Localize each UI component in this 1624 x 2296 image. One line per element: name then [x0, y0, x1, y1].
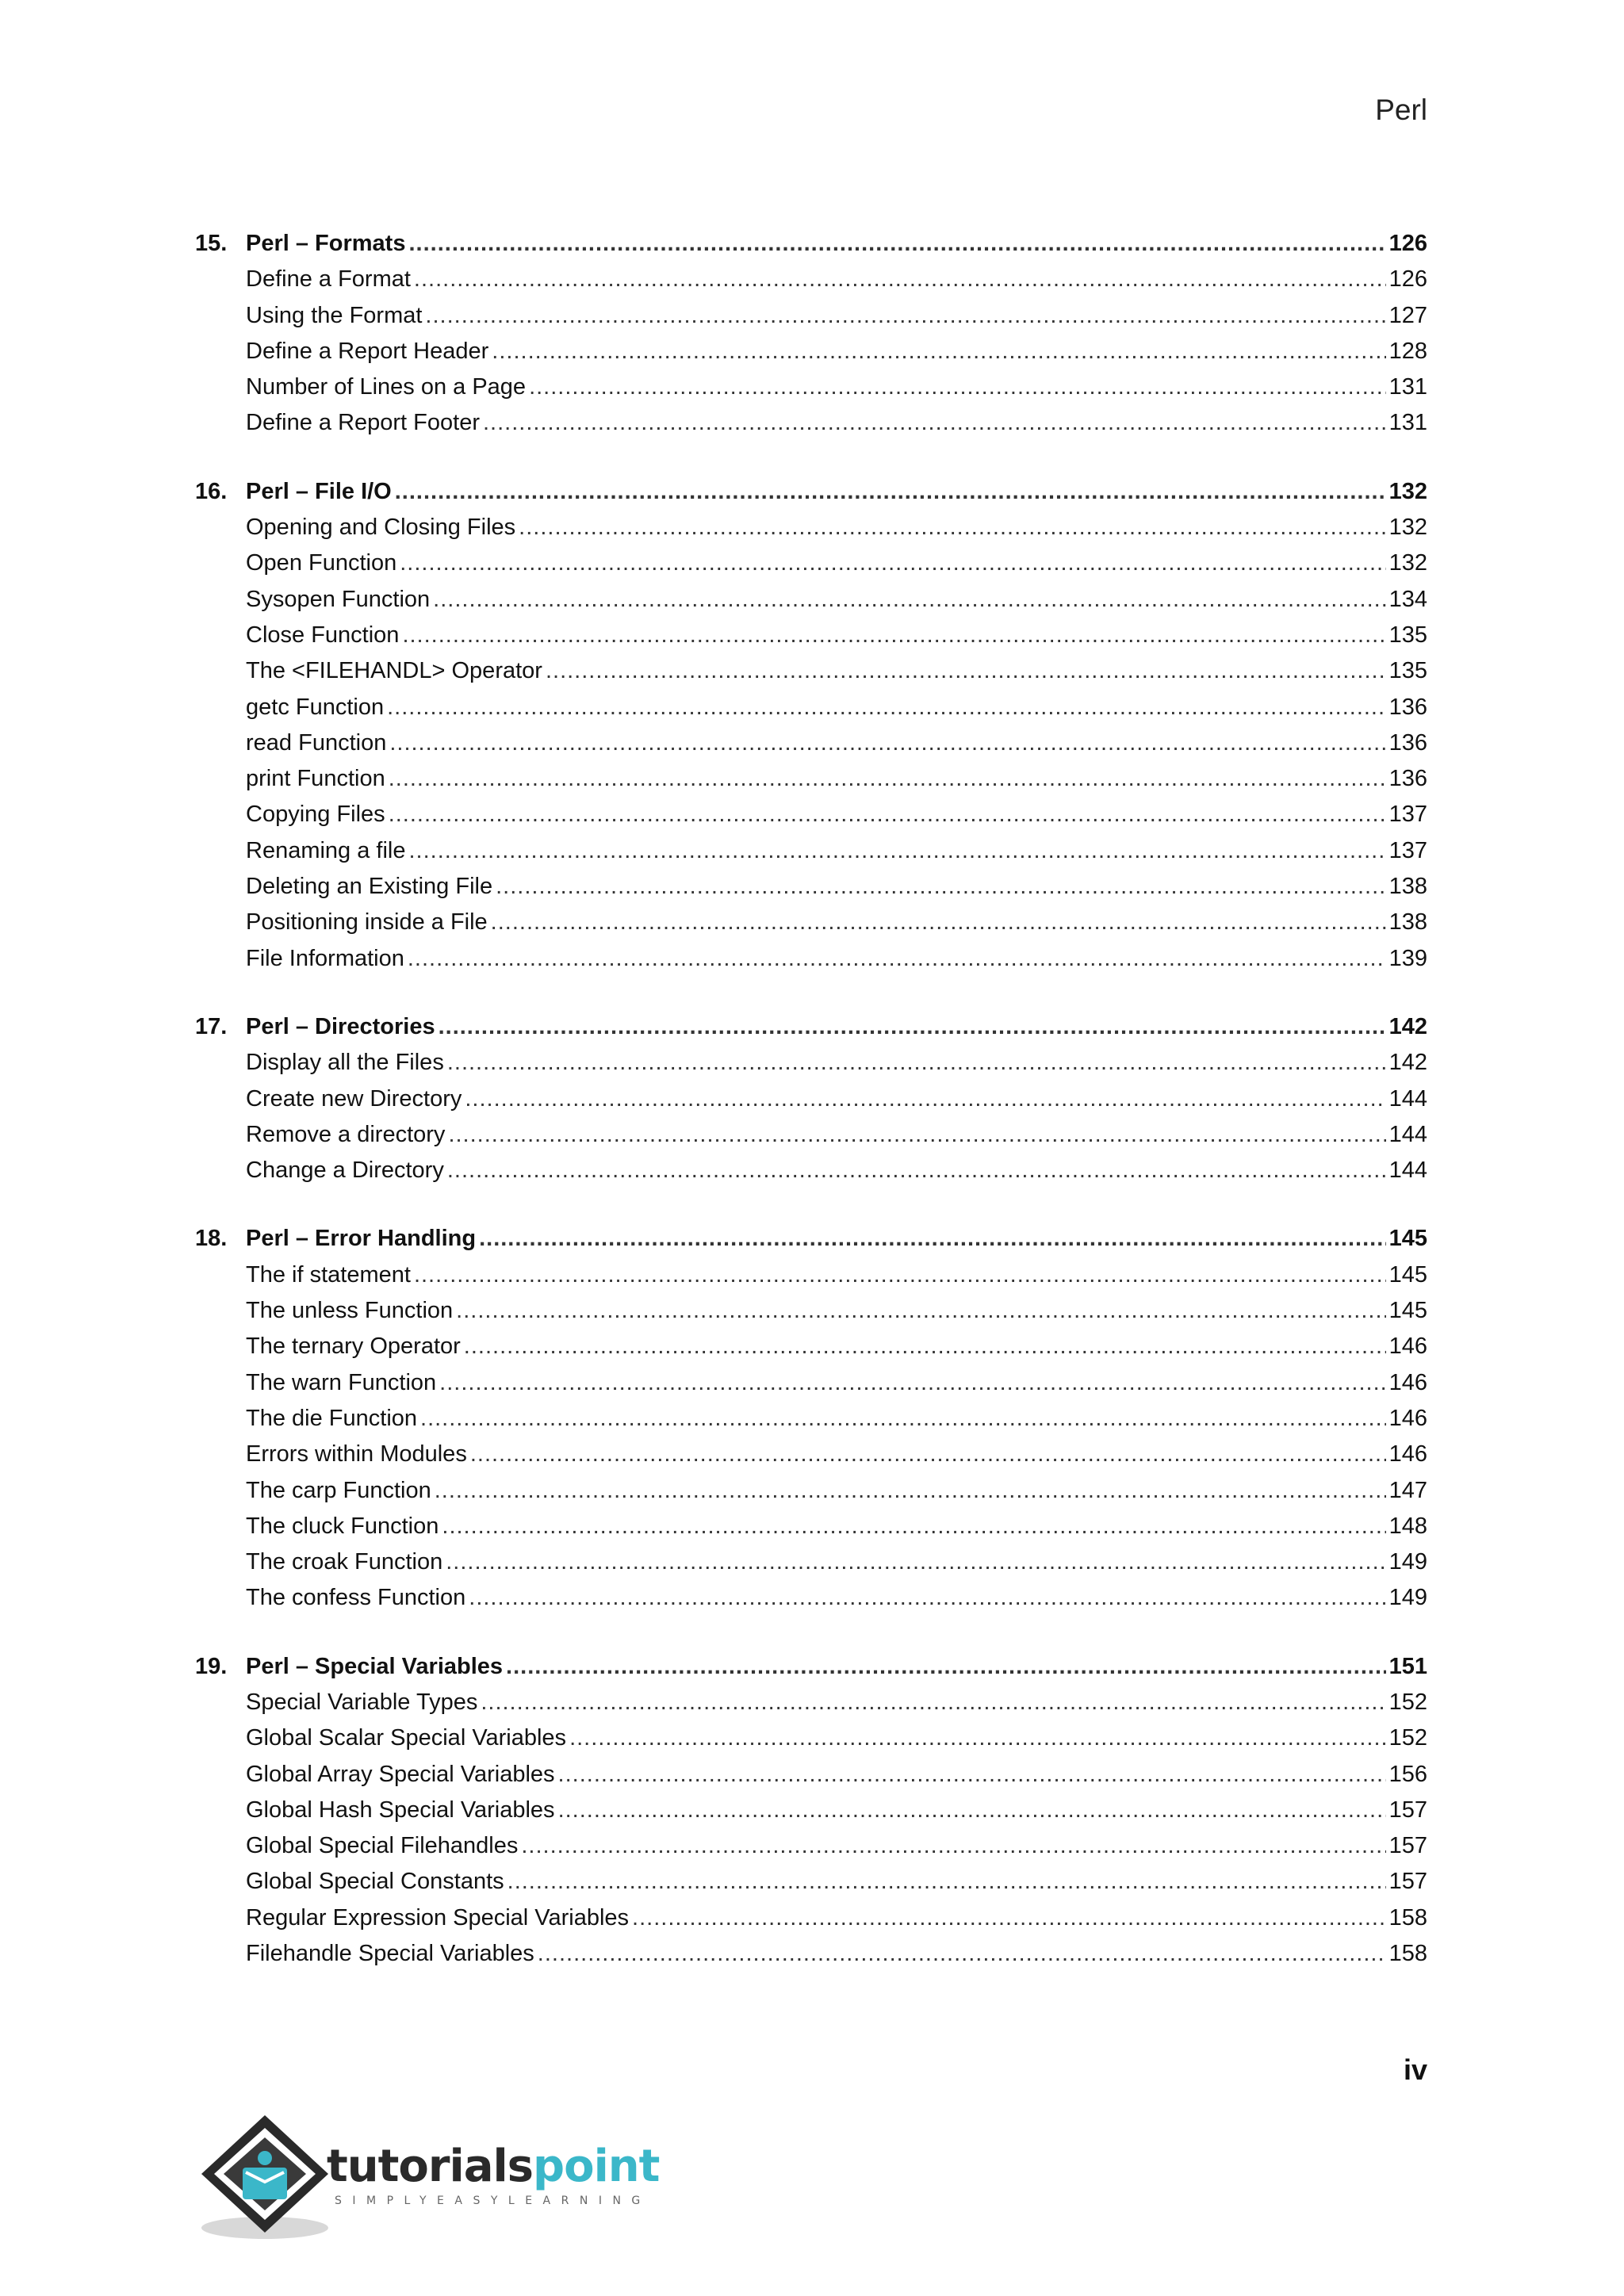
toc-entry-title: Renaming a file — [246, 837, 406, 863]
toc-entry-title: Sysopen Function — [246, 586, 431, 612]
toc-entry[interactable] — [195, 1086, 1427, 1122]
toc-entry-title: Copying Files — [246, 802, 385, 828]
toc-entry[interactable] — [195, 1262, 1427, 1298]
toc-section — [195, 1226, 1427, 1621]
toc-entry-title: Opening and Closing Files — [246, 515, 516, 541]
toc-entry[interactable] — [195, 550, 1427, 586]
toc-chapter-page: 151 — [1388, 1653, 1427, 1679]
toc-entry-page: 147 — [1388, 1477, 1427, 1503]
toc-entry-page: 131 — [1388, 410, 1427, 436]
toc-entry-title: Create new Directory — [246, 1085, 462, 1112]
toc-chapter-title: Perl – Error Handling — [246, 1226, 477, 1252]
toc-dot-leader — [414, 1262, 1386, 1288]
toc-section — [195, 1014, 1427, 1193]
toc-dot-leader — [464, 1334, 1386, 1360]
toc-dot-leader — [395, 479, 1386, 505]
toc-entry-title: The <FILEHANDL> Operator — [246, 658, 542, 684]
toc-entry-title: The unless Function — [246, 1298, 454, 1324]
toc-chapter-page: 145 — [1388, 1226, 1427, 1252]
toc-entry-title: read Function — [246, 729, 387, 756]
toc-entry-page: 138 — [1388, 874, 1427, 900]
toc-entry[interactable] — [195, 730, 1427, 766]
toc-entry-page: 148 — [1388, 1513, 1427, 1539]
toc-entry-title: Global Scalar Special Variables — [246, 1725, 567, 1751]
toc-chapter-number: 18. — [195, 1226, 228, 1252]
toc-dot-leader — [389, 766, 1386, 792]
toc-entry[interactable] — [195, 766, 1427, 802]
toc-dot-leader — [508, 1869, 1386, 1895]
toc-entry[interactable] — [195, 1334, 1427, 1369]
toc-section — [195, 479, 1427, 982]
toc-entry-page: 145 — [1388, 1261, 1427, 1288]
toc-entry[interactable] — [195, 1441, 1427, 1477]
toc-dot-leader — [469, 1585, 1385, 1611]
toc-entry[interactable] — [195, 1941, 1427, 1976]
toc-dot-leader — [456, 1298, 1385, 1324]
toc-entry[interactable] — [195, 1158, 1427, 1193]
toc-dot-leader — [538, 1941, 1386, 1967]
toc-entry-page: 137 — [1388, 837, 1427, 863]
toc-entry[interactable] — [195, 410, 1427, 446]
toc-entry[interactable] — [195, 909, 1427, 945]
toc-entry-page: 142 — [1388, 1050, 1427, 1076]
toc-entry-page: 158 — [1388, 1941, 1427, 1967]
toc-entry-page: 128 — [1388, 338, 1427, 364]
toc-entry-page: 157 — [1388, 1797, 1427, 1823]
toc-entry-page: 146 — [1388, 1441, 1427, 1468]
toc-dot-leader — [414, 266, 1386, 293]
toc-dot-leader — [481, 1689, 1385, 1716]
toc-entry-page: 144 — [1388, 1158, 1427, 1184]
toc-entry[interactable] — [195, 1513, 1427, 1549]
toc-dot-leader — [408, 231, 1385, 257]
toc-entry[interactable] — [195, 1050, 1427, 1085]
toc-entry-title: The confess Function — [246, 1585, 466, 1611]
toc-entry-title: Special Variable Types — [246, 1689, 478, 1715]
toc-chapter-entry[interactable] — [195, 1226, 1427, 1261]
toc-dot-leader — [470, 1441, 1386, 1468]
toc-entry-page: 136 — [1388, 729, 1427, 756]
toc-entry-title: Define a Report Header — [246, 338, 489, 364]
toc-entry-page: 127 — [1388, 302, 1427, 328]
toc-dot-leader — [483, 410, 1386, 436]
toc-dot-leader — [521, 1833, 1385, 1859]
toc-entry-page: 134 — [1388, 586, 1427, 612]
toc-dot-leader — [439, 1014, 1386, 1040]
toc-entry-title: The if statement — [246, 1261, 411, 1288]
toc-dot-leader — [448, 1122, 1385, 1148]
toc-chapter-entry[interactable] — [195, 1654, 1427, 1689]
toc-entry[interactable] — [195, 658, 1427, 694]
toc-entry-page: 132 — [1388, 550, 1427, 576]
toc-entry-page: 137 — [1388, 802, 1427, 828]
toc-entry[interactable] — [195, 1406, 1427, 1441]
toc-entry-page: 157 — [1388, 1869, 1427, 1895]
toc-entry[interactable] — [195, 1762, 1427, 1797]
toc-section — [195, 1654, 1427, 1977]
toc-entry-page: 146 — [1388, 1369, 1427, 1395]
toc-chapter-number: 17. — [195, 1013, 228, 1039]
toc-dot-leader — [519, 515, 1385, 541]
toc-entry-page: 146 — [1388, 1334, 1427, 1360]
toc-entry-page: 138 — [1388, 909, 1427, 936]
toc-entry-page: 157 — [1388, 1833, 1427, 1859]
toc-entry-page: 146 — [1388, 1405, 1427, 1431]
toc-entry-page: 136 — [1388, 694, 1427, 720]
toc-dot-leader — [442, 1513, 1385, 1540]
toc-entry-page: 152 — [1388, 1689, 1427, 1715]
toc-chapter-entry[interactable] — [195, 1014, 1427, 1050]
toc-entry-page: 158 — [1388, 1904, 1427, 1931]
toc-chapter-number: 15. — [195, 231, 228, 256]
logo-wordmark-dark: tutorials — [327, 2141, 534, 2192]
toc-entry[interactable] — [195, 1549, 1427, 1585]
table-of-contents — [195, 231, 1427, 2009]
page-number: iv — [1403, 2053, 1427, 2086]
toc-dot-leader — [491, 909, 1386, 936]
toc-dot-leader — [496, 874, 1386, 900]
toc-chapter-number: 19. — [195, 1653, 228, 1679]
toc-dot-leader — [558, 1762, 1386, 1788]
toc-entry[interactable] — [195, 946, 1427, 982]
toc-chapter-page: 132 — [1388, 478, 1427, 504]
toc-dot-leader — [389, 730, 1385, 756]
logo-wordmark — [327, 2141, 659, 2192]
toc-dot-leader — [435, 1478, 1386, 1504]
toc-dot-leader — [409, 838, 1386, 864]
toc-entry[interactable] — [195, 622, 1427, 658]
toc-dot-leader — [439, 1370, 1385, 1396]
toc-entry-title: The carp Function — [246, 1477, 431, 1503]
toc-entry[interactable] — [195, 802, 1427, 837]
toc-dot-leader — [447, 1050, 1386, 1076]
toc-entry-title: Positioning inside a File — [246, 909, 488, 936]
toc-entry-title: File Information — [246, 945, 404, 971]
toc-entry-title: Close Function — [246, 622, 400, 648]
toc-entry-page: 126 — [1388, 266, 1427, 293]
toc-entry-title: print Function — [246, 766, 385, 792]
toc-entry-page: 144 — [1388, 1085, 1427, 1112]
toc-dot-leader — [492, 339, 1385, 365]
toc-entry[interactable] — [195, 1797, 1427, 1833]
toc-entry-title: Number of Lines on a Page — [246, 374, 527, 400]
toc-entry-title: The die Function — [246, 1405, 418, 1431]
toc-chapter-title: Perl – File I/O — [246, 478, 392, 504]
toc-entry[interactable] — [195, 1298, 1427, 1334]
toc-entry-title: Deleting an Existing File — [246, 874, 493, 900]
toc-dot-leader — [506, 1654, 1386, 1680]
toc-chapter-title: Perl – Special Variables — [246, 1653, 504, 1679]
toc-entry-title: The warn Function — [246, 1369, 437, 1395]
toc-dot-leader — [389, 802, 1386, 828]
toc-entry-page: 149 — [1388, 1549, 1427, 1575]
toc-dot-leader — [529, 374, 1386, 400]
toc-dot-leader — [632, 1905, 1386, 1931]
toc-dot-leader — [546, 658, 1386, 684]
tutorialspoint-logo — [193, 2109, 660, 2244]
toc-entry-title: getc Function — [246, 694, 385, 720]
toc-entry-title: Remove a directory — [246, 1121, 446, 1147]
toc-section — [195, 231, 1427, 446]
toc-entry[interactable] — [195, 1725, 1427, 1761]
logo-tagline: SIMPLYEASYLEARNING — [335, 2195, 651, 2207]
toc-dot-leader — [425, 303, 1385, 329]
toc-entry-page: 135 — [1388, 622, 1427, 648]
toc-entry[interactable] — [195, 266, 1427, 302]
toc-entry-title: Change a Directory — [246, 1158, 444, 1184]
toc-entry-page: 139 — [1388, 945, 1427, 971]
toc-entry-page: 149 — [1388, 1585, 1427, 1611]
logo-wordmark-accent: point — [533, 2141, 660, 2192]
toc-chapter-title: Perl – Directories — [246, 1013, 435, 1039]
toc-entry-title: Global Hash Special Variables — [246, 1797, 555, 1823]
toc-dot-leader — [387, 695, 1386, 721]
toc-entry[interactable] — [195, 303, 1427, 339]
toc-entry[interactable] — [195, 1370, 1427, 1406]
toc-entry-title: Errors within Modules — [246, 1441, 467, 1468]
toc-entry-page: 145 — [1388, 1298, 1427, 1324]
toc-entry-title: Display all the Files — [246, 1050, 444, 1076]
toc-entry-page: 144 — [1388, 1121, 1427, 1147]
toc-entry-page: 131 — [1388, 374, 1427, 400]
toc-entry[interactable] — [195, 874, 1427, 909]
toc-dot-leader — [420, 1406, 1386, 1432]
toc-entry[interactable] — [195, 1122, 1427, 1158]
toc-entry[interactable] — [195, 339, 1427, 374]
toc-entry[interactable] — [195, 1478, 1427, 1513]
toc-dot-leader — [569, 1725, 1386, 1751]
toc-dot-leader — [402, 622, 1385, 649]
toc-entry-page: 156 — [1388, 1761, 1427, 1787]
toc-dot-leader — [558, 1797, 1386, 1823]
toc-dot-leader — [447, 1158, 1386, 1184]
toc-entry-page: 132 — [1388, 515, 1427, 541]
toc-entry-title: The croak Function — [246, 1549, 443, 1575]
toc-entry-page: 152 — [1388, 1725, 1427, 1751]
page-header-title: Perl — [1375, 94, 1427, 126]
toc-dot-leader — [400, 550, 1385, 576]
toc-entry[interactable] — [195, 1585, 1427, 1621]
toc-entry[interactable] — [195, 838, 1427, 874]
toc-entry[interactable] — [195, 515, 1427, 550]
toc-chapter-number: 16. — [195, 478, 228, 504]
toc-entry-title: The ternary Operator — [246, 1334, 461, 1360]
toc-dot-leader — [433, 587, 1385, 613]
toc-entry-title: Filehandle Special Variables — [246, 1941, 534, 1967]
toc-entry[interactable] — [195, 374, 1427, 410]
toc-entry-title: Open Function — [246, 550, 397, 576]
toc-chapter-title: Perl – Formats — [246, 231, 406, 256]
toc-entry-title: Global Special Constants — [246, 1869, 504, 1895]
toc-entry-title: The cluck Function — [246, 1513, 439, 1539]
toc-chapter-entry[interactable] — [195, 479, 1427, 515]
toc-entry-title: Regular Expression Special Variables — [246, 1904, 630, 1931]
toc-chapter-page: 126 — [1388, 231, 1427, 256]
toc-entry-title: Define a Format — [246, 266, 411, 293]
toc-entry[interactable] — [195, 1689, 1427, 1725]
toc-entry[interactable] — [195, 1833, 1427, 1869]
toc-entry-page: 135 — [1388, 658, 1427, 684]
toc-dot-leader — [479, 1226, 1386, 1252]
toc-entry[interactable] — [195, 587, 1427, 622]
toc-entry[interactable] — [195, 695, 1427, 730]
toc-dot-leader — [408, 946, 1386, 972]
toc-entry-title: Global Special Filehandles — [246, 1833, 519, 1859]
tutorialspoint-logo-icon — [193, 2109, 336, 2244]
toc-chapter-page: 142 — [1388, 1013, 1427, 1039]
toc-dot-leader — [446, 1549, 1385, 1575]
toc-dot-leader — [465, 1086, 1385, 1112]
toc-entry-title: Define a Report Footer — [246, 410, 480, 436]
toc-entry[interactable] — [195, 1905, 1427, 1941]
toc-entry-title: Using the Format — [246, 302, 423, 328]
toc-entry[interactable] — [195, 1869, 1427, 1904]
toc-entry-title: Global Array Special Variables — [246, 1761, 555, 1787]
toc-chapter-entry[interactable] — [195, 231, 1427, 266]
toc-entry-page: 136 — [1388, 766, 1427, 792]
